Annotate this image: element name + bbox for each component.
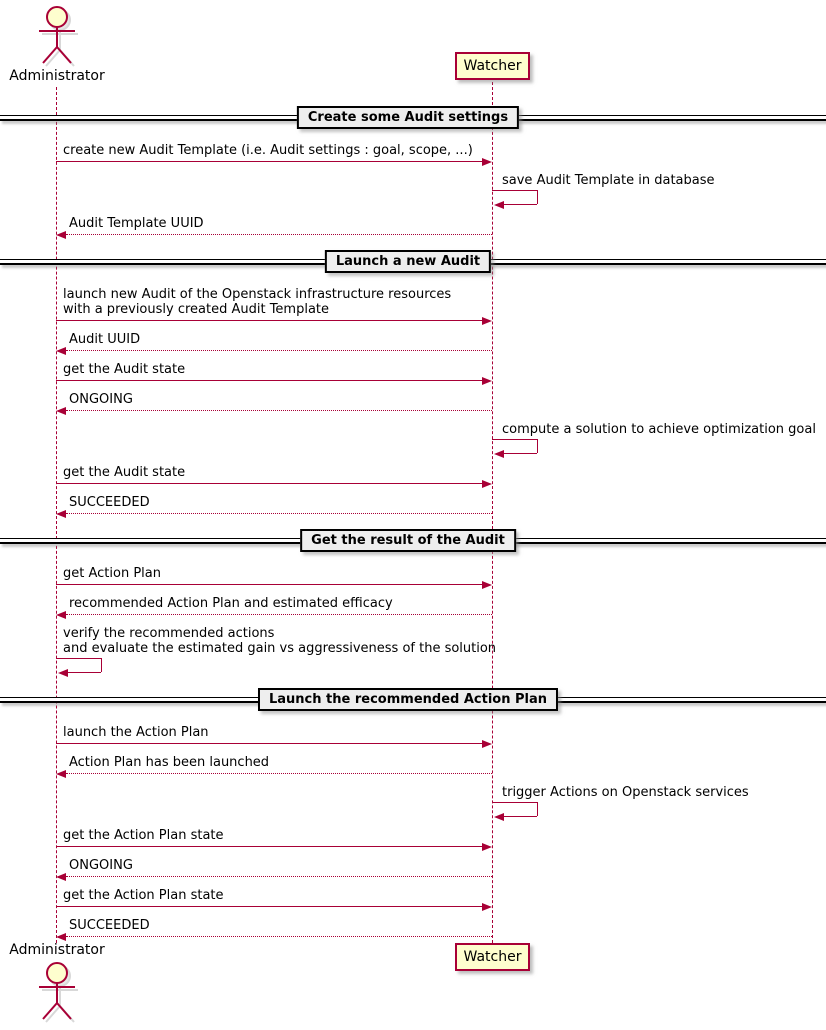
message-line: [56, 161, 483, 162]
message-label: SUCCEEDED: [69, 918, 150, 933]
message-line: [56, 483, 483, 484]
participant-watcher-bottom: [455, 943, 530, 971]
message-label: ONGOING: [69, 858, 133, 873]
message-line: [56, 906, 483, 907]
message-label: launch new Audit of the Openstack infrastructure resources: [63, 287, 452, 302]
message-line: [56, 320, 483, 321]
message-label: Audit UUID: [69, 332, 141, 347]
section-divider: Get the result of the Audit: [300, 529, 516, 552]
arrowhead-left-icon: [56, 611, 66, 619]
message-label: SUCCEEDED: [69, 495, 150, 510]
arrowhead-left-icon: [56, 933, 66, 941]
message-line: [66, 936, 492, 937]
self-loop-bottom: [504, 816, 537, 817]
section-divider: Launch a new Audit: [325, 250, 491, 273]
arrowhead-left-icon: [56, 407, 66, 415]
message-line: [56, 846, 483, 847]
participant-watcher-top: [455, 52, 530, 80]
message-label: ONGOING: [69, 392, 133, 407]
self-message-label: verify the recommended actions: [63, 626, 275, 641]
arrowhead-left-icon: [494, 201, 504, 209]
arrowhead-left-icon: [56, 231, 66, 239]
self-loop-top: [492, 802, 537, 803]
message-line: [66, 410, 492, 411]
arrowhead-left-icon: [56, 347, 66, 355]
message-line: [66, 234, 492, 235]
actor-label-administrator-top: Administrator: [9, 68, 105, 84]
arrowhead-right-icon: [482, 581, 492, 589]
section-divider: Create some Audit settings: [297, 106, 519, 129]
self-loop-right: [537, 190, 538, 204]
self-loop-top: [492, 439, 537, 440]
message-line: [66, 614, 492, 615]
self-message-label: and evaluate the estimated gain vs aggressiveness of the solution: [63, 641, 497, 656]
message-label: get the Action Plan state: [63, 888, 224, 903]
lifeline-watcher: [492, 82, 493, 943]
self-loop-right: [537, 802, 538, 816]
arrowhead-right-icon: [482, 843, 492, 851]
arrowhead-right-icon: [482, 158, 492, 166]
message-line: [56, 380, 483, 381]
arrowhead-right-icon: [482, 903, 492, 911]
section-divider: Launch the recommended Action Plan: [258, 688, 558, 711]
arrowhead-left-icon: [56, 510, 66, 518]
self-message-label: compute a solution to achieve optimization goal: [502, 422, 816, 437]
message-line: [66, 350, 492, 351]
administrator-actor-icon-bottom: [30, 961, 84, 1023]
arrowhead-left-icon: [58, 669, 68, 677]
participant-watcher-label-bottom: Watcher: [463, 949, 522, 965]
actor-label-administrator-bottom: Administrator: [9, 942, 105, 958]
message-label: get Action Plan: [63, 566, 161, 581]
actor-head: [47, 7, 67, 27]
self-loop-bottom: [504, 204, 537, 205]
message-line: [66, 876, 492, 877]
arrowhead-right-icon: [482, 377, 492, 385]
message-label: recommended Action Plan and estimated efficacy: [69, 596, 393, 611]
message-label: get the Action Plan state: [63, 828, 224, 843]
message-label: get the Audit state: [63, 465, 186, 480]
arrowhead-left-icon: [494, 813, 504, 821]
message-label: Action Plan has been launched: [69, 755, 270, 770]
self-message-label: save Audit Template in database: [502, 173, 715, 188]
arrowhead-right-icon: [482, 317, 492, 325]
message-label: with a previously created Audit Template: [63, 302, 330, 317]
arrowhead-left-icon: [56, 873, 66, 881]
self-loop-bottom: [68, 672, 101, 673]
self-loop-right: [537, 439, 538, 453]
message-label: create new Audit Template (i.e. Audit settings : goal, scope, ...): [63, 143, 473, 158]
message-line: [56, 743, 483, 744]
message-line: [56, 584, 483, 585]
message-label: get the Audit state: [63, 362, 186, 377]
arrowhead-right-icon: [482, 480, 492, 488]
message-line: [66, 513, 492, 514]
participant-watcher-label-top: Watcher: [463, 58, 522, 74]
message-line: [66, 773, 492, 774]
self-loop-top: [492, 190, 537, 191]
self-loop-top: [56, 658, 101, 659]
arrowhead-left-icon: [494, 450, 504, 458]
self-loop-bottom: [504, 453, 537, 454]
arrowhead-right-icon: [482, 740, 492, 748]
message-label: launch the Action Plan: [63, 725, 209, 740]
self-message-label: trigger Actions on Openstack services: [502, 785, 749, 800]
actor-head: [47, 963, 67, 983]
administrator-actor-icon: [30, 5, 84, 67]
self-loop-right: [101, 658, 102, 672]
arrowhead-left-icon: [56, 770, 66, 778]
message-label: Audit Template UUID: [69, 216, 204, 231]
